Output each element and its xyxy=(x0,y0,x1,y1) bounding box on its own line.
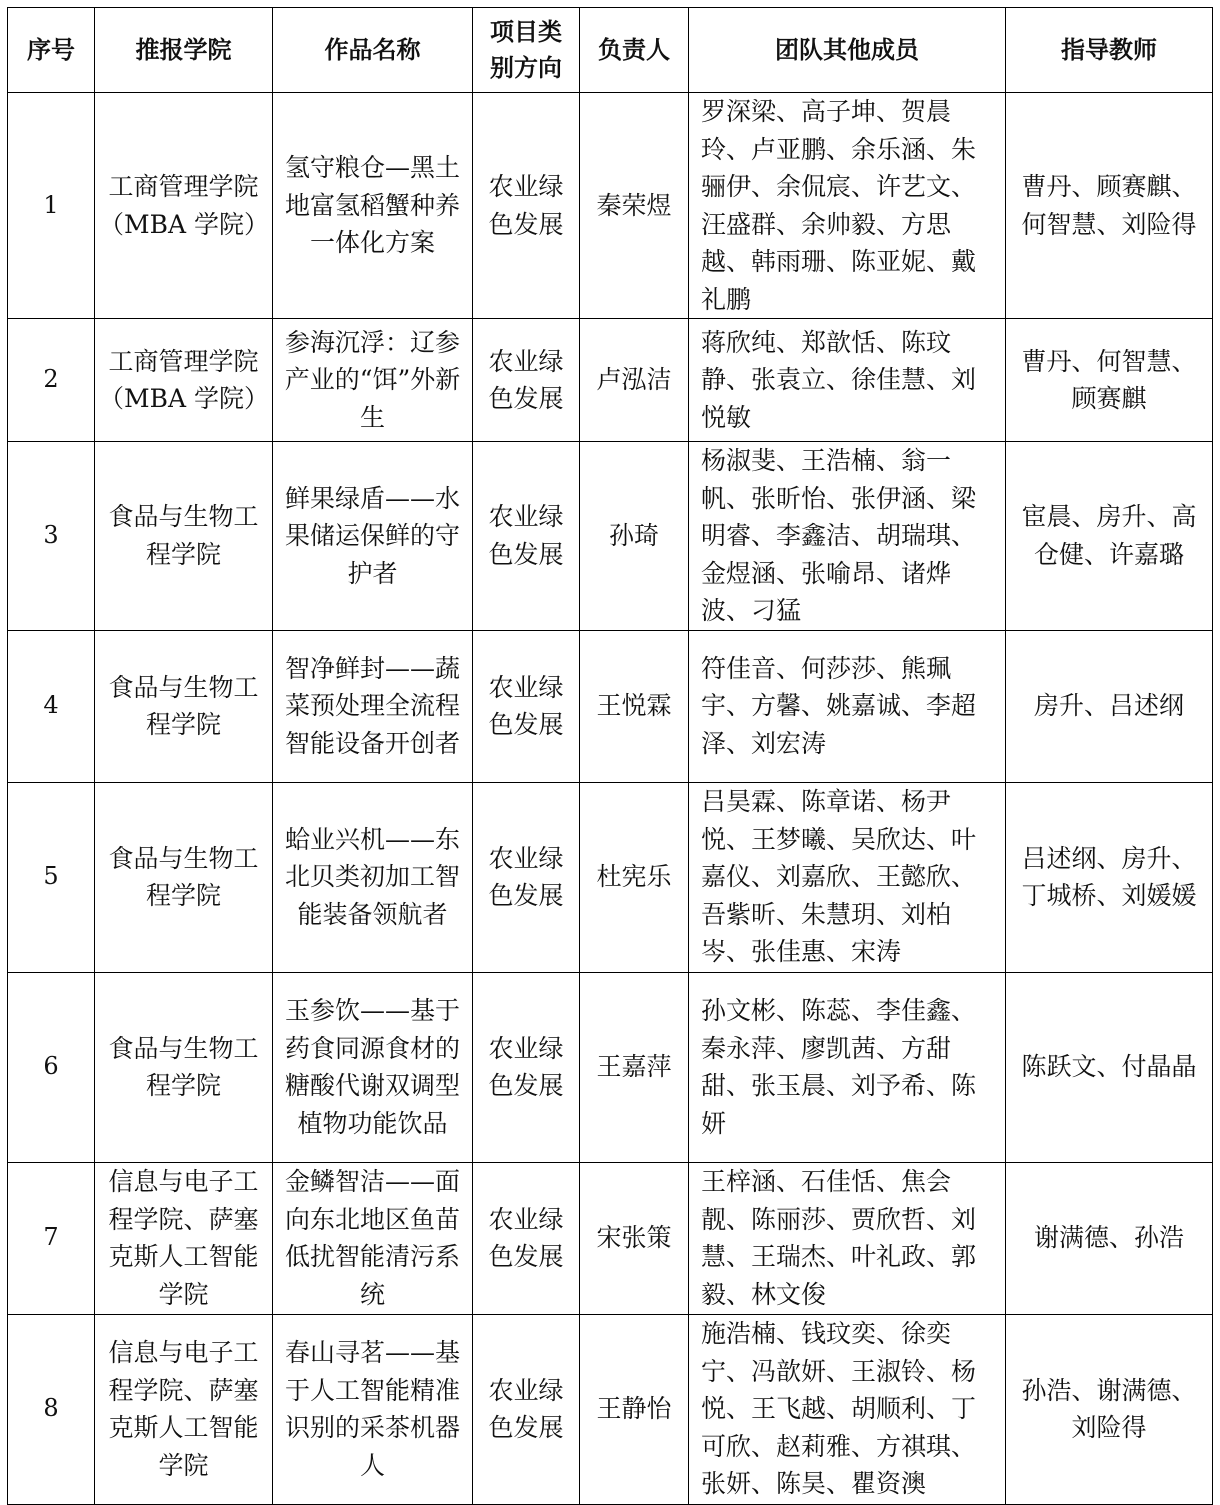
row-leader: 王嘉萍 xyxy=(580,972,689,1162)
row-college: 食品与生物工程学院 xyxy=(95,782,273,972)
header-row xyxy=(8,8,1213,93)
row-seq: 5 xyxy=(8,782,95,972)
row-college: 食品与生物工程学院 xyxy=(95,442,273,631)
row-category: 农业绿色发展 xyxy=(473,1162,580,1314)
row-category: 农业绿色发展 xyxy=(473,442,580,631)
header-leader: 负责人 xyxy=(580,8,689,93)
row-leader: 宋张策 xyxy=(580,1162,689,1314)
row-members: 吕昊霖、陈章诺、杨尹悦、王梦曦、吴欣达、叶嘉仪、刘嘉欣、王懿欣、吾紫昕、朱慧玥、刘柏岑、张佳惠、宋涛 xyxy=(689,782,1006,972)
row-advisors: 曹丹、顾赛麒、何智慧、刘险得 xyxy=(1006,93,1213,319)
row-work: 金鳞智洁——面向东北地区鱼苗低扰智能清污系统 xyxy=(273,1162,473,1314)
row-work: 氢守粮仓—黑土地富氢稻蟹种养一体化方案 xyxy=(273,93,473,319)
row-members: 杨淑斐、王浩楠、翁一帆、张昕怡、张伊涵、梁明睿、李鑫洁、胡瑞琪、金煜涵、张喻昂、诸烨波、刁猛 xyxy=(689,442,1006,631)
row-category: 农业绿色发展 xyxy=(473,1314,580,1504)
header-advisors: 指导教师 xyxy=(1006,8,1213,93)
row-advisors: 孙浩、谢满德、刘险得 xyxy=(1006,1314,1213,1504)
row-leader: 秦荣煜 xyxy=(580,93,689,319)
row-college: 信息与电子工程学院、萨塞克斯人工智能学院 xyxy=(95,1162,273,1314)
row-college: 食品与生物工程学院 xyxy=(95,630,273,782)
row-leader: 王悦霖 xyxy=(580,630,689,782)
row-category: 农业绿色发展 xyxy=(473,972,580,1162)
table-row xyxy=(8,782,1213,972)
row-seq: 1 xyxy=(8,93,95,319)
row-category: 农业绿色发展 xyxy=(473,93,580,319)
row-members: 符佳音、何莎莎、熊珮宇、方馨、姚嘉诚、李超泽、刘宏涛 xyxy=(689,630,1006,782)
row-category: 农业绿色发展 xyxy=(473,630,580,782)
row-advisors: 陈跃文、付晶晶 xyxy=(1006,972,1213,1162)
row-seq: 7 xyxy=(8,1162,95,1314)
row-advisors: 曹丹、何智慧、顾赛麒 xyxy=(1006,319,1213,442)
row-members: 蒋欣纯、郑歆恬、陈玟静、张袁立、徐佳慧、刘悦敏 xyxy=(689,319,1006,442)
row-seq: 2 xyxy=(8,319,95,442)
header-work: 作品名称 xyxy=(273,8,473,93)
row-members: 施浩楠、钱玟奕、徐奕宁、冯歆妍、王淑铃、杨悦、王飞越、胡顺利、丁可欣、赵莉雅、方祺琪、张妍、陈昊、瞿资澳 xyxy=(689,1314,1006,1504)
header-college: 推报学院 xyxy=(95,8,273,93)
row-leader: 孙琦 xyxy=(580,442,689,631)
row-members: 罗深梁、高子坤、贺晨玲、卢亚鹏、余乐涵、朱骊伊、余侃宸、许艺文、汪盛群、余帅毅、方思越、韩雨珊、陈亚妮、戴礼鹏 xyxy=(689,93,1006,319)
table-row xyxy=(8,972,1213,1162)
row-category: 农业绿色发展 xyxy=(473,782,580,972)
row-leader: 杜宪乐 xyxy=(580,782,689,972)
row-advisors: 吕述纲、房升、丁城桥、刘媛媛 xyxy=(1006,782,1213,972)
row-seq: 6 xyxy=(8,972,95,1162)
row-advisors: 房升、吕述纲 xyxy=(1006,630,1213,782)
header-category: 项目类别方向 xyxy=(473,8,580,93)
row-work: 参海沉浮：辽参产业的“饵”外新生 xyxy=(273,319,473,442)
row-advisors: 宦晨、房升、高仓健、许嘉璐 xyxy=(1006,442,1213,631)
row-seq: 8 xyxy=(8,1314,95,1504)
row-members: 孙文彬、陈蕊、李佳鑫、秦永萍、廖凯茜、方甜甜、张玉晨、刘予希、陈妍 xyxy=(689,972,1006,1162)
table-row xyxy=(8,319,1213,442)
row-leader: 王静怡 xyxy=(580,1314,689,1504)
table-row xyxy=(8,630,1213,782)
table-row xyxy=(8,93,1213,319)
row-work: 鲜果绿盾——水果储运保鲜的守护者 xyxy=(273,442,473,631)
row-work: 春山寻茗——基于人工智能精准识别的采茶机器人 xyxy=(273,1314,473,1504)
award-table xyxy=(7,7,1213,1505)
row-college: 工商管理学院（MBA 学院） xyxy=(95,93,273,319)
table-row xyxy=(8,1314,1213,1504)
row-advisors: 谢满德、孙浩 xyxy=(1006,1162,1213,1314)
row-college: 工商管理学院（MBA 学院） xyxy=(95,319,273,442)
row-work: 智净鲜封——蔬菜预处理全流程智能设备开创者 xyxy=(273,630,473,782)
row-seq: 4 xyxy=(8,630,95,782)
header-seq: 序号 xyxy=(8,8,95,93)
header-members: 团队其他成员 xyxy=(689,8,1006,93)
table-row xyxy=(8,442,1213,631)
table-row xyxy=(8,1162,1213,1314)
row-category: 农业绿色发展 xyxy=(473,319,580,442)
row-work: 蛤业兴机——东北贝类初加工智能装备领航者 xyxy=(273,782,473,972)
row-college: 信息与电子工程学院、萨塞克斯人工智能学院 xyxy=(95,1314,273,1504)
row-college: 食品与生物工程学院 xyxy=(95,972,273,1162)
row-members: 王梓涵、石佳恬、焦会靓、陈丽莎、贾欣哲、刘慧、王瑞杰、叶礼政、郭毅、林文俊 xyxy=(689,1162,1006,1314)
row-seq: 3 xyxy=(8,442,95,631)
row-leader: 卢泓洁 xyxy=(580,319,689,442)
row-work: 玉参饮——基于药食同源食材的糖酸代谢双调型植物功能饮品 xyxy=(273,972,473,1162)
